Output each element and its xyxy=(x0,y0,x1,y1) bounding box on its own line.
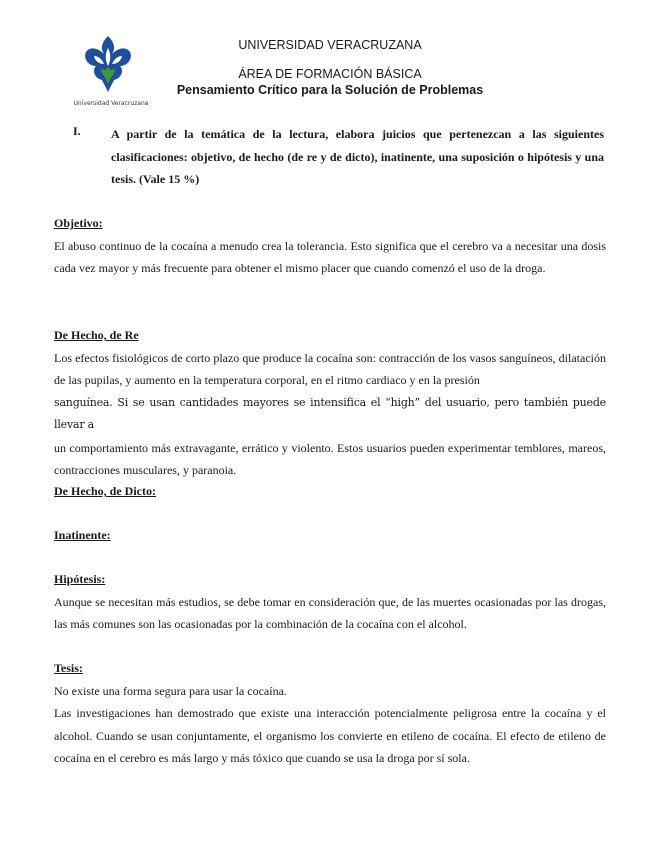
section-heading: Tesis: xyxy=(54,661,83,675)
section-heading: De Hecho, de Re xyxy=(54,328,139,342)
section-text: No existe una forma segura para usar la cocaína. xyxy=(54,683,287,698)
section-hipotesis xyxy=(54,568,606,636)
section-text: El abuso continuo de la cocaína a menudo crea la tolerancia. Esto significa que el cerebro va a necesitar una dosis cada vez mayor y más frecuente para obtener el mismo placer que cuando comenzó el uso de la droga. xyxy=(54,238,606,275)
section-text: Las investigaciones han demostrado que existe una interacción potencialmente peligrosa entre la cocaína y el alcohol. Cuando se usan conjuntamente, el organismo los convierte en etileno de cocaína. El efecto de etileno de cocaína en el cerebro es más largo y más tóxico que cuando se usa la droga por sí sola. xyxy=(54,706,606,765)
section-de-dicto xyxy=(54,480,606,503)
section-heading: Inatinente: xyxy=(54,528,111,542)
section-text: un comportamiento más extravagante, errático y violento. Estos usuarios pueden experimentar temblores, mareos, contracciones musculares, y paranoia. xyxy=(54,440,606,477)
section-text-alt-font: sanguínea. Si se usan cantidades mayores se intensifica el “high” del usuario, pero también puede llevar a xyxy=(54,395,606,431)
section-inatinente xyxy=(54,524,606,547)
section-de-re xyxy=(54,324,606,482)
course-title: Pensamiento Crítico para la Solución de Problemas xyxy=(176,83,484,97)
university-emblem-icon xyxy=(82,34,134,98)
section-heading: Hipótesis: xyxy=(54,572,106,586)
section-heading: De Hecho, de Dicto: xyxy=(54,484,156,498)
section-text: Los efectos fisiológicos de corto plazo que produce la cocaína son: contracción de los vasos sanguíneos, dilatación de las pupilas, y aumento en la temperatura corporal, en el ritmo cardiaco y en la presión xyxy=(54,350,606,387)
area-title: ÁREA DE FORMACIÓN BÁSICA xyxy=(238,67,422,81)
section-text: Aunque se necesitan más estudios, se debe tomar en consideración que, de las muertes ocasionadas por las drogas, las más comunes son las ocasionadas por la combinación de la cocaína con el alcohol. xyxy=(54,594,606,631)
instruction-text: A partir de la temática de la lectura, elabora juicios que pertenezcan a las siguientes clasificaciones: objetivo, de hecho (de re y de dicto), inatinente, una suposición o hipótesis y una tesis. (Vale 15 %) xyxy=(111,127,604,186)
university-title: UNIVERSIDAD VERACRUZANA xyxy=(238,38,422,52)
section-objetivo xyxy=(54,212,606,280)
university-logo xyxy=(66,34,156,112)
instruction-number: I. xyxy=(73,124,81,138)
section-heading: Objetivo: xyxy=(54,216,103,230)
logo-caption: Universidad Veracruzana xyxy=(73,100,149,107)
section-tesis xyxy=(54,657,606,770)
